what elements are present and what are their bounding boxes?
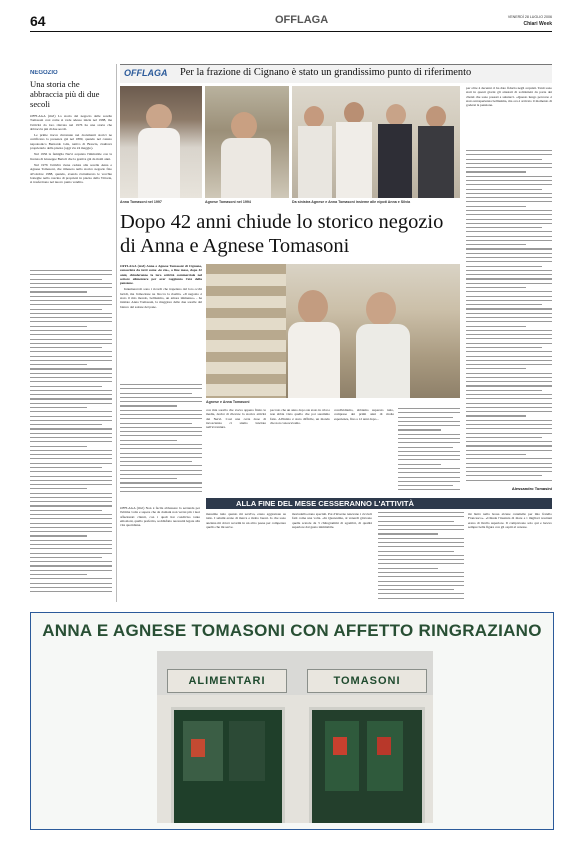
sidebar-story — [30, 70, 112, 602]
door-poster — [333, 737, 347, 755]
ad-title: ANNA E AGNESE TOMASONI CON AFFETTO RINGRAZIANO — [42, 621, 542, 640]
lower-col3-text: mortadella erano speciali. Poi d'inverno tenevano i ciccioli fatti come una volta. «In Quaresima, al venerdì giravano quelle scatole da 3 chilogrammi di sgombri, di qualità superiore dal gusto inimitabile. — [292, 512, 372, 529]
sidebar-lead: OFFLAGA (mvl) La storia del negozio delle sorelle Tomasoni così come si vede adesso inizia nel 1988, ma l'attività da loro rilevata nel 1976 ha una storia che abbraccia più di due secoli. — [30, 114, 112, 131]
banner-text: Per la frazione di Cignano è stato un grandissimo punto di riferimento — [180, 67, 472, 78]
article-signature: Alessandro Tomasini — [511, 486, 552, 491]
article-right-text: per oltre 4 decenni ci ha dato fiducia negli acquisti. Tanti sono stati in questi giorni gli attestati di solidarietà da parte dei clienti che sono passati a salutarci. «Questo lungo percorso è stato un'esperienza bellissima, ma ora è arrivato il momento di godersi la pensione. — [466, 86, 552, 108]
sidebar-paragraph: Nel 1936 la famiglia Nervi acquista l'immobile con la licenza di Giuseppe Bertoli che la gestiva già da molti anni. — [30, 152, 112, 161]
sidebar-text-lines — [30, 270, 112, 600]
shop-window-left-interior — [229, 721, 265, 781]
photo-sisters — [206, 264, 460, 398]
article-text-lines — [378, 512, 464, 602]
article-body-text: Innumerevoli sono i ricordi che trapelano dal loro occhi lucidi, ma l'emozione ne blocca la risalita. «Il negozio è stato il mio mondo, bellissimo, un amore immenso» - ha iniziato Anna Tomasoni, la maggiore delle due sorelle dal bianco del salone del pane. — [120, 287, 202, 309]
photo-anna-1997 — [120, 86, 202, 198]
door-poster — [377, 737, 391, 755]
window-poster — [191, 739, 205, 757]
article-lead-text: OFFLAGA (mvl) Anna e Agnese Tomasoni di Cignano, conosciute da tutti come «le zie», a fine mese, dopo 42 anni, chiuderanno la loro attività commerciale nel settore alimentare per aver raggiunto l'età della pensione. — [120, 264, 202, 286]
sidebar-paragraph: Nel 1976 l'attività viene ceduta alle sorelle Anna e Agnese Tomasoni, che rimasero nello storico negozio fino all'ottobre 1988, quando, avendo ristrutturato le vecchie botteghe nella cascina di proprietà in piazza della Vittoria, si trasferirono nel nuovo punto vendita. — [30, 162, 112, 185]
article-column — [270, 408, 330, 496]
person-figure — [288, 322, 340, 398]
photo-group — [292, 86, 460, 198]
storefront-photo — [157, 651, 433, 823]
person-figure — [426, 106, 446, 128]
person-figure — [386, 104, 406, 126]
article-text-lines — [120, 384, 202, 496]
person-figure — [146, 104, 172, 130]
article-text-lines — [466, 150, 552, 486]
article-column — [334, 408, 394, 496]
person-figure — [231, 112, 257, 140]
article-text-lines — [398, 408, 460, 496]
lower-column — [468, 512, 552, 602]
person-figure — [298, 126, 332, 198]
article-col3-text: peccato che un anno dopo sia stato in crisi e non abbia visto quello che poi saremmo fatto. All'inizio è stato difficile, un mondo che non conoscevamo. — [270, 408, 330, 425]
lower-column — [378, 512, 464, 602]
lower-column — [120, 506, 200, 602]
ad-box — [30, 612, 554, 830]
photo-agnese-1994 — [205, 86, 289, 198]
lower-column — [206, 512, 286, 602]
person-figure — [138, 128, 180, 198]
article-column — [206, 408, 266, 496]
sidebar-divider — [116, 64, 117, 602]
photo-caption: Anna Tomasoni nel 1997 — [120, 200, 162, 204]
sidebar-title: Una storia che abbraccia più di due secoli — [30, 79, 100, 109]
person-figure — [418, 126, 454, 198]
banner-label: OFFLAGA — [124, 68, 168, 78]
article-right-column — [466, 86, 552, 494]
article-col4-text: condividiamo, abbiamo superato tutto, comprese dei primi anni di molte esperienze, fino a 12 anni dopo... — [334, 408, 394, 421]
person-figure — [378, 124, 412, 198]
publication-name: Chiari Week — [523, 21, 552, 27]
page-number: 64 — [30, 13, 46, 29]
lower-column — [292, 512, 372, 602]
shop-sign-right-text: TOMASONI — [333, 675, 401, 687]
article-column — [398, 408, 460, 496]
person-figure — [366, 292, 396, 326]
shop-door-right-glass — [367, 721, 403, 791]
subhead-text: ALLA FINE DEL MESE CESSERANNO L'ATTIVITÀ — [236, 499, 415, 508]
person-figure — [304, 106, 324, 128]
lower-col2-text: massimo tutto quanto mi serviva, erano aggiornate su tutto. I salumi erano di marca e molto buoni. Io che sono anziana mi dovrò recarmi in un altro paese per comperare quello che mi serve. — [206, 512, 286, 529]
issue-date: VENERDÌ 28 LUGLIO 2006 — [507, 15, 552, 19]
photo-caption: Agnese Tomasoni nel 1994 — [205, 200, 251, 204]
person-figure — [356, 324, 410, 398]
section-banner — [120, 64, 552, 83]
person-figure — [298, 290, 328, 324]
shop-sign-right — [307, 669, 427, 693]
header-rule — [30, 31, 552, 32]
shop-door-right-glass — [325, 721, 359, 791]
section-name: OFFLAGA — [275, 14, 329, 26]
article-col2-text: con mia sorella che aveva appena finito le medie, decisi di rilevare la storica attività dei Nervi. Così una certa dose di incoscienza ci siamo lanciate nell'avventura. — [206, 408, 266, 430]
lower-col1-text: OFFLAGA (mvl) Non è facile abbassare la serranda per l'ultima volta e sapere che da domani non verrai più i tuoi affezionati clienti, con i quali hai condiviso tante emozioni, quello preferito, soddisfatto necessità legate alla vita quotidiana. — [120, 506, 200, 528]
subhead-bar — [206, 498, 552, 509]
shop-sign-left-text: ALIMENTARI — [188, 675, 266, 687]
person-figure — [336, 122, 372, 198]
page-header — [30, 10, 552, 36]
shelf — [206, 264, 286, 398]
photo-caption: Agnese e Anna Tomasoni — [206, 400, 250, 404]
lower-col4-text: mi buttò nella bossa alcune caramelle per mio fratello Francesco». «Chiude l'insalata di mare e i migliori nostrani erano di livello superiore. Il compravano solo qui e lucevo sempre bella figura con gli ospiti al cenone. — [468, 512, 552, 529]
sidebar-kicker: NEGOZIO — [30, 70, 58, 76]
article-lead — [120, 264, 202, 496]
shop-sign-left — [167, 669, 287, 693]
person-figure — [344, 102, 364, 124]
headline: Dopo 42 anni chiude lo storico negozio di Anna e Agnese Tomasoni — [120, 211, 444, 257]
sidebar-paragraph: Le prime tracce rinvenute nei documenti storici ne certificano la presenza già nel 1899, quando nel catasto napoleonico Bernardo Gila, nativo di Brescia, risultava proprietario della piazza (oggi via 24 maggio). — [30, 133, 112, 151]
person-figure — [221, 138, 271, 198]
photo-caption: Da sinistra Agnese e Anna Tomasoni insieme alle nipoti Anna e Silvia — [292, 200, 411, 204]
